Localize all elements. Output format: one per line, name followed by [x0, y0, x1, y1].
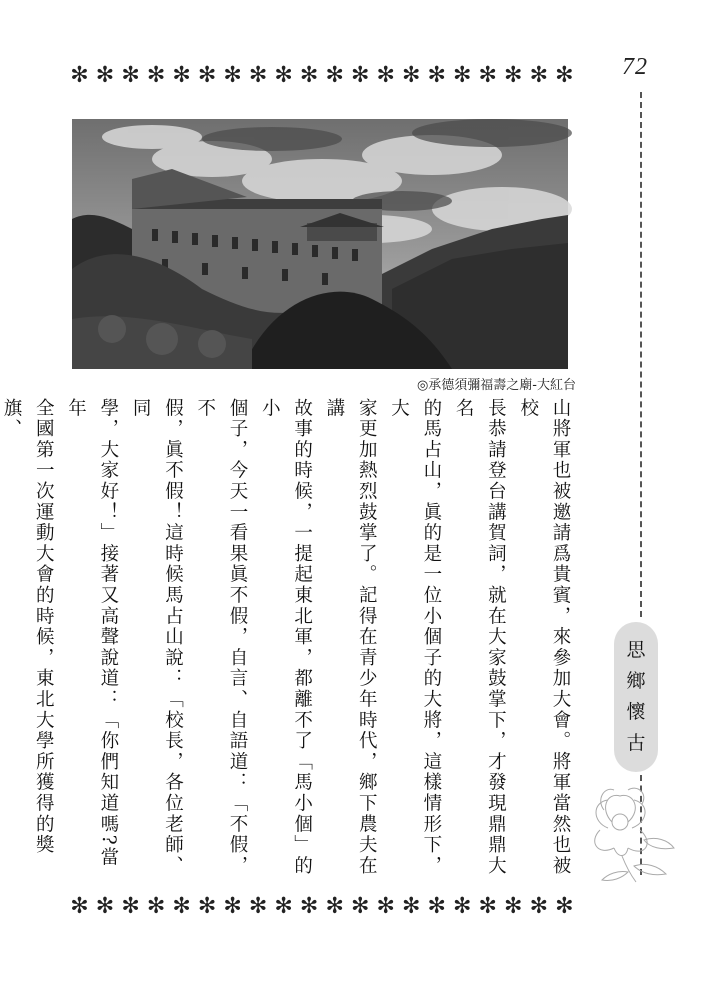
border-star-icon: ✻	[478, 63, 497, 88]
border-star-icon: ✻	[529, 63, 548, 88]
border-star-icon: ✻	[146, 894, 166, 919]
border-star-icon: ✻	[121, 894, 140, 919]
border-star-icon: ✻	[223, 894, 242, 919]
border-star-icon: ✻	[248, 63, 268, 88]
border-star-icon: ✻	[453, 894, 472, 919]
border-star-icon: ✻	[401, 63, 421, 88]
temple-photo	[72, 119, 568, 369]
border-star-icon: ✻	[274, 63, 293, 88]
border-star-icon: ✻	[529, 894, 548, 919]
text-column: 學，大家好！」接著又高聲說道：「你們知道嗎?當年	[65, 398, 119, 868]
border-star-icon: ✻	[299, 63, 319, 88]
border-star-icon: ✻	[478, 894, 497, 919]
peony-flower-icon	[578, 770, 678, 885]
border-star-icon: ✻	[325, 894, 344, 919]
border-star-icon: ✻	[427, 894, 446, 919]
section-title-char: 古	[626, 732, 646, 754]
border-star-icon: ✻	[555, 63, 574, 88]
margin-dashed-rule	[640, 92, 642, 617]
border-star-icon: ✻	[350, 63, 370, 88]
border-star-icon: ✻	[121, 63, 140, 88]
border-star-icon: ✻	[70, 63, 89, 88]
border-star-icon: ✻	[504, 894, 523, 919]
border-star-icon: ✻	[504, 63, 523, 88]
border-star-icon: ✻	[274, 894, 293, 919]
border-star-icon: ✻	[95, 894, 115, 919]
text-column: 的馬占山，眞的是一位小個子的大將，這樣情形下，大	[388, 398, 442, 877]
text-column: 假，眞不假！這時候馬占山說：「校長，各位老師、同	[130, 398, 184, 877]
border-star-icon: ✻	[172, 63, 191, 88]
border-star-icon: ✻	[376, 894, 395, 919]
section-title-char: 思	[626, 639, 646, 661]
border-star-icon: ✻	[555, 894, 574, 919]
text-column: 個子，今天一看果眞不假，自言、自語道：「不假，不	[194, 398, 249, 877]
border-star-icon: ✻	[401, 894, 421, 919]
ornamental-border-top	[68, 64, 576, 88]
text-column: 山將軍也被邀請爲貴賓，來參加大會。將軍當然也被校	[517, 398, 571, 877]
text-column: 家更加熱烈鼓掌了。記得在青少年時代，鄉下農夫在講	[323, 398, 378, 877]
text-column: 全國第一次運動大會的時候，東北大學所獲得的獎旗、	[0, 398, 55, 856]
border-star-icon: ✻	[95, 63, 115, 88]
photo-caption: ◎承德須彌福壽之廟-大紅台	[416, 378, 576, 393]
text-column: 故事的時候，一提起東北軍，都離不了「馬小個」的小	[259, 398, 313, 877]
border-star-icon: ✻	[248, 894, 268, 919]
border-star-icon: ✻	[325, 63, 344, 88]
page-number: 72	[622, 54, 648, 80]
section-title-char: 鄉	[626, 670, 646, 692]
border-star-icon: ✻	[172, 894, 191, 919]
border-star-icon: ✻	[197, 894, 217, 919]
border-star-icon: ✻	[350, 894, 370, 919]
border-star-icon: ✻	[376, 63, 395, 88]
section-title-char: 懷	[626, 701, 646, 723]
vertical-body-text	[0, 398, 576, 888]
border-star-icon: ✻	[223, 63, 242, 88]
border-star-icon: ✻	[453, 63, 472, 88]
border-star-icon: ✻	[70, 894, 89, 919]
section-tab	[614, 622, 658, 772]
border-star-icon: ✻	[427, 63, 446, 88]
border-star-icon: ✻	[146, 63, 166, 88]
border-star-icon: ✻	[299, 894, 319, 919]
border-star-icon: ✻	[197, 63, 217, 88]
ornamental-border-bottom	[68, 895, 576, 919]
text-column: 長恭請登台講賀詞，就在大家鼓掌下，才發現鼎鼎大名	[453, 398, 507, 877]
